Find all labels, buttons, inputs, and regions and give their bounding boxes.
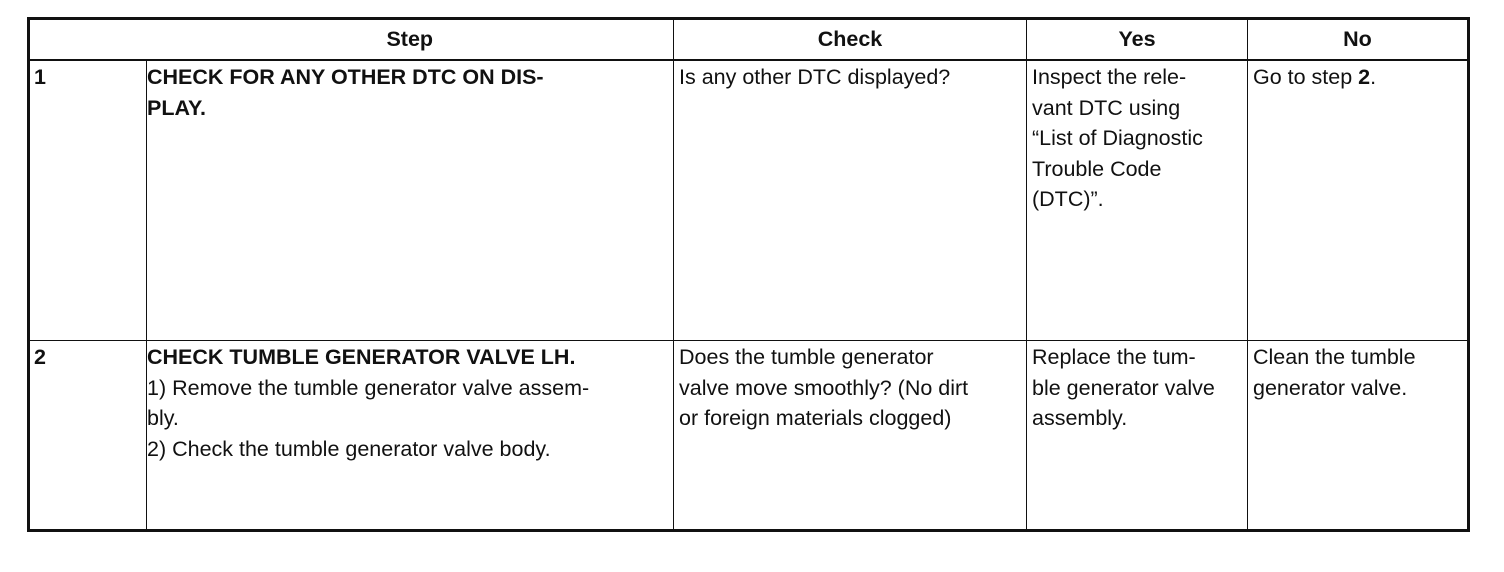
diagnostic-table [27, 17, 1470, 532]
step-title: CHECK FOR ANY OTHER DTC ON DIS- PLAY. [147, 65, 544, 120]
header-check: Check [674, 19, 1027, 61]
step-cell [147, 341, 674, 531]
header-yes: Yes [1027, 19, 1248, 61]
yes-cell: Inspect the rele- vant DTC using “List of Diagnostic Trouble Code (DTC)”. [1027, 60, 1248, 341]
header-row [29, 19, 1469, 61]
no-text-suffix: . [1370, 65, 1377, 89]
header-number [29, 19, 147, 61]
no-text: Go to step [1253, 65, 1359, 89]
step-number: 2 [29, 341, 147, 531]
header-step: Step [147, 19, 674, 61]
step-detail: 1) Remove the tumble generator valve assem- bly. [147, 375, 590, 430]
step-title: CHECK TUMBLE GENERATOR VALVE LH. [147, 345, 576, 369]
table-row [29, 60, 1469, 341]
yes-cell: Replace the tum- ble generator valve assembly. [1027, 341, 1248, 531]
step-cell [147, 60, 674, 341]
header-no: No [1248, 19, 1469, 61]
no-cell: Clean the tumble generator valve. [1248, 341, 1469, 531]
check-cell: Does the tumble generator valve move smoothly? (No dirt or foreign materials clogged) [674, 341, 1027, 531]
check-cell: Is any other DTC displayed? [674, 60, 1027, 341]
step-reference: 2 [1358, 65, 1371, 89]
no-cell [1248, 60, 1469, 341]
table-row [29, 341, 1469, 531]
step-number: 1 [29, 60, 147, 341]
step-detail: 2) Check the tumble generator valve body. [147, 436, 551, 461]
